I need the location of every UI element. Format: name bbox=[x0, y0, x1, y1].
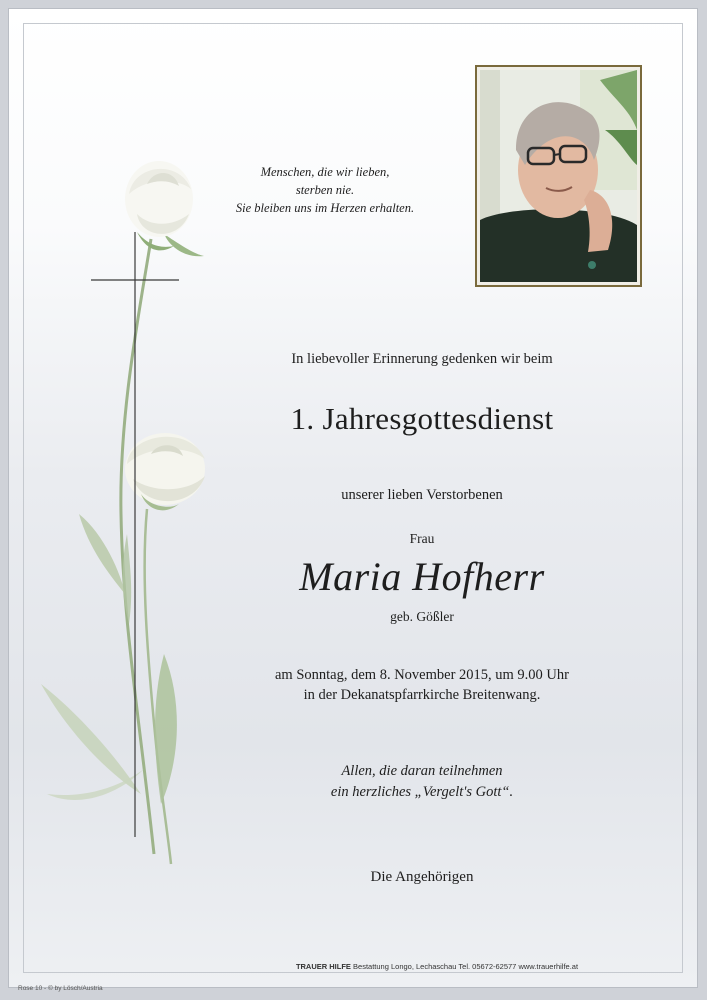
thanks-line: ein herzliches „Vergelt's Gott“. bbox=[330, 784, 514, 800]
salutation: Frau bbox=[409, 531, 435, 546]
footer-text: Bestattung Longo, Lechaschau Tel. 05672-62577 www.trauerhilfe.at bbox=[353, 962, 579, 971]
mourning-card bbox=[8, 8, 698, 988]
motto-line: Sie bleiben uns im Herzen erhalten. bbox=[235, 201, 415, 215]
maiden-name: geb. Gößler bbox=[390, 609, 454, 624]
date-line: am Sonntag, dem 8. November 2015, um 9.00 Uhr bbox=[275, 667, 569, 683]
white-rose-icon bbox=[29, 154, 229, 874]
motto bbox=[225, 163, 425, 217]
footer bbox=[177, 962, 697, 971]
service-title: 1. Jahresgottesdienst bbox=[290, 401, 554, 436]
image-credit: Rose 10 - © by Lösch/Austria bbox=[18, 985, 103, 992]
motto-line: Menschen, die wir lieben, bbox=[260, 165, 390, 179]
subtitle-text: unserer lieben Verstorbenen bbox=[341, 487, 503, 503]
location-line: in der Dekanatspfarrkirche Breitenwang. bbox=[303, 687, 541, 703]
thanks-line: Allen, die daran teilnehmen bbox=[341, 763, 503, 779]
signature: Die Angehörigen bbox=[370, 869, 474, 885]
footer-brand: TRAUER HILFE bbox=[295, 962, 351, 971]
portrait-photo bbox=[475, 65, 642, 287]
deceased-name: Maria Hofherr bbox=[299, 554, 545, 599]
intro-text: In liebevoller Erinnerung gedenken wir beim bbox=[291, 351, 553, 367]
portrait-photo-image bbox=[480, 70, 637, 282]
motto-line: sterben nie. bbox=[295, 183, 355, 197]
